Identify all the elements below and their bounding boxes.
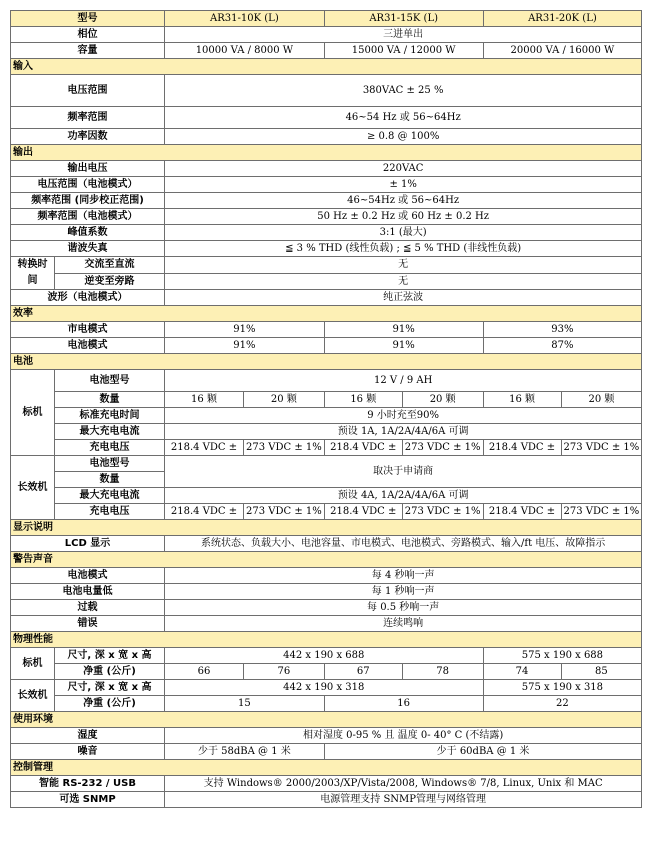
- transfer-inv-bypass-row: [11, 273, 642, 290]
- output-thd-row: [11, 241, 642, 257]
- lcd-label: LCD 显示: [11, 536, 165, 552]
- batt-chargev-cell: 273 VDC ± 1%: [561, 440, 642, 456]
- section-alarm: [11, 552, 642, 568]
- input-freq-value: 46~54 Hz 或 56~64Hz: [165, 107, 642, 129]
- section-environment: [11, 712, 642, 728]
- model-header-label: 型号: [11, 11, 165, 27]
- batt-chargev-cell: 218.4 VDC ±: [165, 440, 244, 456]
- capacity-row: [11, 43, 642, 59]
- output-fbatt-label: 频率范围（电池模式）: [11, 209, 165, 225]
- output-vrange-row: [11, 177, 642, 193]
- output-vrange-label: 电压范围（电池模式）: [11, 177, 165, 193]
- section-management: [11, 760, 642, 776]
- output-vrange-value: ± 1%: [165, 177, 642, 193]
- alarm-low-row: [11, 584, 642, 600]
- output-fbatt-row: [11, 209, 642, 225]
- output-fsync-row: [11, 193, 642, 209]
- long-dim-row: [11, 680, 642, 696]
- input-voltage-label: 电压范围: [11, 75, 165, 107]
- std-weight-cell: 66: [165, 664, 244, 680]
- std-dim-a: 442 x 190 x 688: [165, 648, 484, 664]
- rs232-label: 智能 RS-232 / USB: [11, 776, 165, 792]
- long-chargev-cell: 273 VDC ± 1%: [402, 504, 483, 520]
- long-chargev-row: [11, 504, 642, 520]
- long-dim-label: 尺寸, 深 x 宽 x 高: [55, 680, 165, 696]
- batt-count-cell: 20 颗: [244, 392, 325, 408]
- batt-chargev-label: 充电电压: [55, 440, 165, 456]
- batt-chargev-cell: 273 VDC ± 1%: [244, 440, 325, 456]
- output-fsync-value: 46~54Hz 或 56~64Hz: [165, 193, 642, 209]
- lcd-row: [11, 536, 642, 552]
- phase-row: [11, 27, 642, 43]
- header-row: [11, 11, 642, 27]
- section-physical: [11, 632, 642, 648]
- alarm-batt-value: 每 4 秒响一声: [165, 568, 642, 584]
- section-management-title: 控制管理: [11, 760, 642, 776]
- input-pf-label: 功率因数: [11, 129, 165, 145]
- capacity-label: 容量: [11, 43, 165, 59]
- batt-count-cell: 16 颗: [483, 392, 561, 408]
- batt-maxcurrent-label: 最大充电电流: [55, 424, 165, 440]
- ac-dc-label: 交流至直流: [55, 257, 165, 274]
- output-thd-value: ≦ 3 % THD (线性负载) ; ≦ 5 % THD (非线性负载): [165, 241, 642, 257]
- section-input: [11, 59, 642, 75]
- long-type-row: [11, 456, 642, 472]
- batt-chargev-cell: 218.4 VDC ±: [324, 440, 402, 456]
- alarm-overload-row: [11, 600, 642, 616]
- batt-chargev-cell: 273 VDC ± 1%: [402, 440, 483, 456]
- section-battery: [11, 354, 642, 370]
- long-dim-b: 575 x 190 x 318: [483, 680, 642, 696]
- batt-type-value: 12 V / 9 AH: [165, 370, 642, 392]
- section-physical-title: 物理性能: [11, 632, 642, 648]
- humidity-label: 湿度: [11, 728, 165, 744]
- batt-count-row: [11, 392, 642, 408]
- std-dim-row: [11, 648, 642, 664]
- output-thd-label: 谐波失真: [11, 241, 165, 257]
- eff-batt-row: [11, 338, 642, 354]
- batt-recharge-row: [11, 408, 642, 424]
- long-chargev-cell: 273 VDC ± 1%: [244, 504, 325, 520]
- long-weight-cell: 15: [165, 696, 325, 712]
- long-chargev-cell: 218.4 VDC ±: [483, 504, 561, 520]
- std-weight-row: [11, 664, 642, 680]
- capacity-15k: 15000 VA / 12000 W: [324, 43, 483, 59]
- phase-value: 三进单出: [165, 27, 642, 43]
- inv-bypass-label: 逆变至旁路: [55, 273, 165, 290]
- long-depends-value: 取决于申请商: [165, 456, 642, 488]
- long-chargev-cell: 218.4 VDC ±: [324, 504, 402, 520]
- eff-ac-20k: 93%: [483, 322, 642, 338]
- long-count-label: 数量: [55, 472, 165, 488]
- capacity-10k: 10000 VA / 8000 W: [165, 43, 325, 59]
- noise-label: 噪音: [11, 744, 165, 760]
- input-pf-value: ≥ 0.8 @ 100%: [165, 129, 642, 145]
- phase-label: 相位: [11, 27, 165, 43]
- alarm-fault-row: [11, 616, 642, 632]
- alarm-batt-row: [11, 568, 642, 584]
- noise-a: 少于 58dBA @ 1 米: [165, 744, 325, 760]
- input-voltage-row: [11, 75, 642, 107]
- lcd-value: 系统状态、负载大小、电池容量、市电模式、电池模式、旁路模式、输入/ft 电压、故障指示: [165, 536, 642, 552]
- noise-b: 少于 60dBA @ 1 米: [324, 744, 642, 760]
- eff-ac-row: [11, 322, 642, 338]
- batt-count-label: 数量: [55, 392, 165, 408]
- waveform-value: 纯正弦波: [165, 290, 642, 306]
- long-maxcurrent-label: 最大充电电流: [55, 488, 165, 504]
- eff-batt-15k: 91%: [324, 338, 483, 354]
- transfer-time-label: 转换时间: [11, 257, 55, 290]
- model-20k: AR31-20K (L): [483, 11, 642, 27]
- physical-long-label: 长效机: [11, 680, 55, 712]
- inv-bypass-value: 无: [165, 273, 642, 290]
- alarm-fault-label: 错误: [11, 616, 165, 632]
- long-chargev-label: 充电电压: [55, 504, 165, 520]
- std-weight-cell: 78: [402, 664, 483, 680]
- alarm-overload-label: 过载: [11, 600, 165, 616]
- batt-maxcurrent-value: 预设 1A, 1A/2A/4A/6A 可调: [165, 424, 642, 440]
- section-alarm-title: 警告声音: [11, 552, 642, 568]
- alarm-overload-value: 每 0.5 秒响一声: [165, 600, 642, 616]
- section-environment-title: 使用环境: [11, 712, 642, 728]
- batt-maxcurrent-row: [11, 424, 642, 440]
- rs232-row: [11, 776, 642, 792]
- transfer-ac-dc-row: [11, 257, 642, 274]
- section-input-title: 输入: [11, 59, 642, 75]
- section-display-title: 显示说明: [11, 520, 642, 536]
- input-freq-label: 频率范围: [11, 107, 165, 129]
- rs232-value: 支持 Windows® 2000/2003/XP/Vista/2008, Windows® 7/8, Linux, Unix 和 MAC: [165, 776, 642, 792]
- snmp-label: 可选 SNMP: [11, 792, 165, 808]
- alarm-fault-value: 连续鸣响: [165, 616, 642, 632]
- output-crest-row: [11, 225, 642, 241]
- snmp-row: [11, 792, 642, 808]
- output-crest-label: 峰值系数: [11, 225, 165, 241]
- batt-count-cell: 16 颗: [324, 392, 402, 408]
- batt-chargev-row: [11, 440, 642, 456]
- long-chargev-cell: 273 VDC ± 1%: [561, 504, 642, 520]
- long-maxcurrent-value: 预设 4A, 1A/2A/4A/6A 可调: [165, 488, 642, 504]
- long-maxcurrent-row: [11, 488, 642, 504]
- long-weight-row: [11, 696, 642, 712]
- alarm-low-value: 每 1 秒响一声: [165, 584, 642, 600]
- input-pf-row: [11, 129, 642, 145]
- output-fsync-label: 频率范围 (同步校正范围): [11, 193, 165, 209]
- spec-table: [10, 10, 642, 808]
- output-voltage-value: 220VAC: [165, 161, 642, 177]
- humidity-row: [11, 728, 642, 744]
- std-dim-label: 尺寸, 深 x 宽 x 高: [55, 648, 165, 664]
- capacity-20k: 20000 VA / 16000 W: [483, 43, 642, 59]
- eff-batt-10k: 91%: [165, 338, 325, 354]
- batt-count-cell: 20 颗: [561, 392, 642, 408]
- eff-batt-20k: 87%: [483, 338, 642, 354]
- output-fbatt-value: 50 Hz ± 0.2 Hz 或 60 Hz ± 0.2 Hz: [165, 209, 642, 225]
- batt-type-row: [11, 370, 642, 392]
- long-weight-label: 净重 (公斤): [55, 696, 165, 712]
- waveform-row: [11, 290, 642, 306]
- batt-type-label: 电池型号: [55, 370, 165, 392]
- model-15k: AR31-15K (L): [324, 11, 483, 27]
- input-voltage-value: 380VAC ± 25 %: [165, 75, 642, 107]
- batt-count-cell: 20 颗: [402, 392, 483, 408]
- long-weight-cell: 22: [483, 696, 642, 712]
- section-efficiency: [11, 306, 642, 322]
- snmp-value: 电源管理支持 SNMP管理与网络管理: [165, 792, 642, 808]
- humidity-value: 相对湿度 0-95 % 且 温度 0- 40° C (不结露): [165, 728, 642, 744]
- std-dim-b: 575 x 190 x 688: [483, 648, 642, 664]
- long-weight-cell: 16: [324, 696, 483, 712]
- section-output-title: 输出: [11, 145, 642, 161]
- long-chargev-cell: 218.4 VDC ±: [165, 504, 244, 520]
- ac-dc-value: 无: [165, 257, 642, 274]
- eff-ac-15k: 91%: [324, 322, 483, 338]
- output-voltage-row: [11, 161, 642, 177]
- std-weight-cell: 85: [561, 664, 642, 680]
- section-efficiency-title: 效率: [11, 306, 642, 322]
- std-weight-cell: 74: [483, 664, 561, 680]
- eff-ac-label: 市电模式: [11, 322, 165, 338]
- output-voltage-label: 输出电压: [11, 161, 165, 177]
- output-crest-value: 3:1 (最大): [165, 225, 642, 241]
- std-weight-cell: 76: [244, 664, 325, 680]
- batt-chargev-cell: 218.4 VDC ±: [483, 440, 561, 456]
- std-weight-cell: 67: [324, 664, 402, 680]
- physical-standard-label: 标机: [11, 648, 55, 680]
- batt-recharge-value: 9 小时充至90%: [165, 408, 642, 424]
- alarm-batt-label: 电池模式: [11, 568, 165, 584]
- noise-row: [11, 744, 642, 760]
- std-weight-label: 净重 (公斤): [55, 664, 165, 680]
- alarm-low-label: 电池电量低: [11, 584, 165, 600]
- batt-count-cell: 16 颗: [165, 392, 244, 408]
- long-type-label: 电池型号: [55, 456, 165, 472]
- waveform-label: 波形（电池模式）: [11, 290, 165, 306]
- batt-recharge-label: 标准充电时间: [55, 408, 165, 424]
- battery-standard-label: 标机: [11, 370, 55, 456]
- battery-long-label: 长效机: [11, 456, 55, 520]
- model-10k: AR31-10K (L): [165, 11, 325, 27]
- eff-batt-label: 电池模式: [11, 338, 165, 354]
- section-battery-title: 电池: [11, 354, 642, 370]
- input-freq-row: [11, 107, 642, 129]
- long-dim-a: 442 x 190 x 318: [165, 680, 484, 696]
- eff-ac-10k: 91%: [165, 322, 325, 338]
- section-display: [11, 520, 642, 536]
- section-output: [11, 145, 642, 161]
